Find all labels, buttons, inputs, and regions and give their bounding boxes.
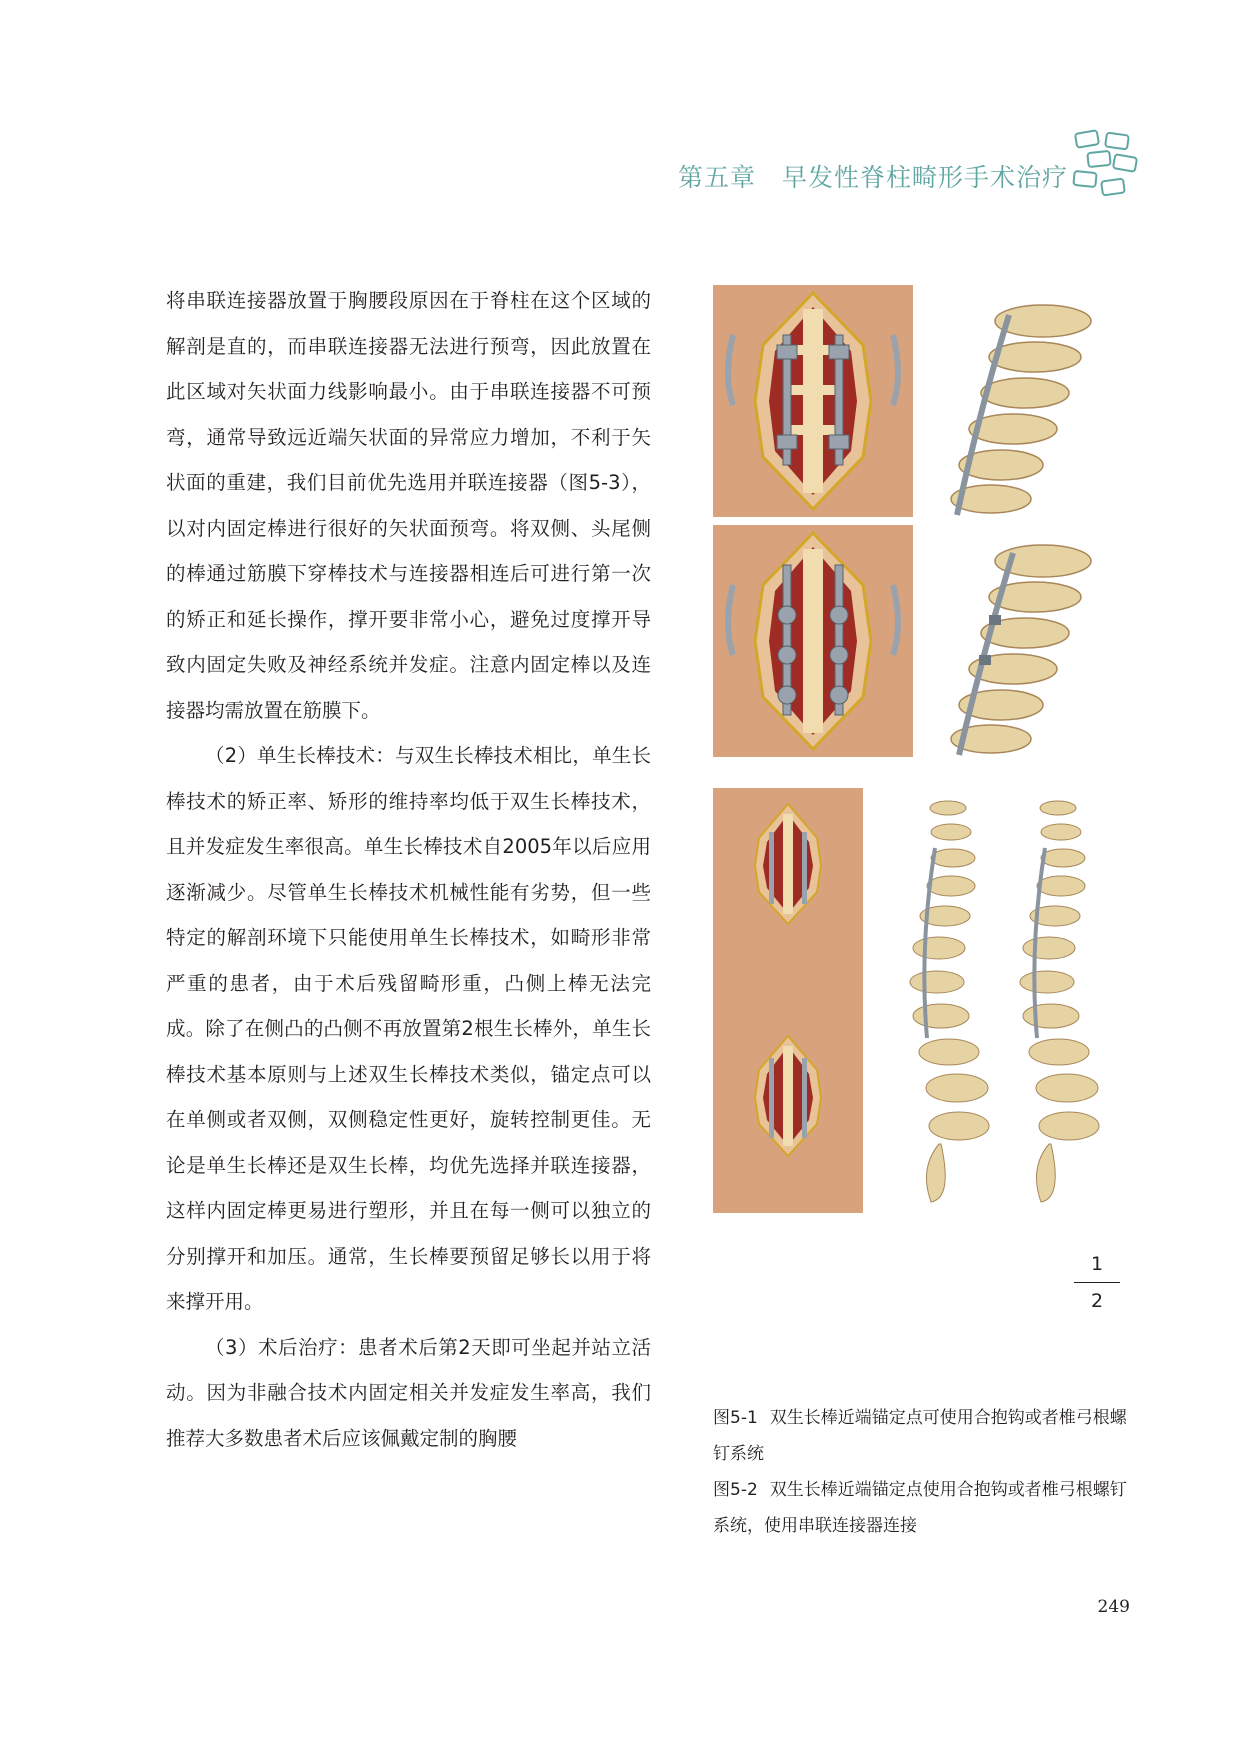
caption xyxy=(713,1472,1133,1544)
figure-panel-marker xyxy=(1074,1250,1120,1315)
page-number: 249 xyxy=(1097,1597,1130,1617)
figure-5-1-illustration xyxy=(713,285,1113,517)
panel-numerator: 1 xyxy=(1090,1253,1104,1275)
spine-column-illustration xyxy=(713,788,1123,1213)
paragraph: 将串联连接器放置于胸腰段原因在于脊柱在这个区域的解剖是直的，而串联连接器无法进行预弯，因此放置在此区域对矢状面力线影响最小。由于串联连接器不可预弯，通常导致远近端矢状面的异常应力增加，不利于矢状面的重建，我们目前优先选用并联连接器（图5-3），以对内固定棒进行很好的矢状面预弯。将双侧、头尾侧的棒通过筋膜下穿棒技术与连接器相连后可进行第一次的矫正和延长操作，撑开要非常小心，避免过度撑开导致内固定失败及神经系统并发症。注意内固定棒以及连接器均需放置在筋膜下。 xyxy=(166,289,651,722)
caption-text: 双生长棒近端锚定点可使用合抱钩或者椎弓根螺钉系统 xyxy=(713,1408,1127,1464)
chapter-title: 第五章 早发性脊柱畸形手术治疗 xyxy=(678,163,1069,192)
caption-text: 双生长棒近端锚定点使用合抱钩或者椎弓根螺钉系统，使用串联连接器连接 xyxy=(713,1480,1127,1536)
paragraph: （3）术后治疗：患者术后第2天即可坐起并站立活动。因为非融合技术内固定相关并发症发生率高，我们推荐大多数患者术后应该佩戴定制的胸腰 xyxy=(166,1335,651,1450)
body-text xyxy=(166,278,651,1461)
figure-captions xyxy=(713,1400,1133,1544)
figure-5-2-illustration xyxy=(713,525,1113,757)
fraction-bar xyxy=(1074,1282,1120,1283)
caption-label: 图5-1 xyxy=(713,1408,758,1428)
panel-denominator: 2 xyxy=(1090,1290,1104,1312)
caption-label: 图5-2 xyxy=(713,1480,758,1500)
paragraph: （2）单生长棒技术：与双生长棒技术相比，单生长棒技术的矫正率、矫形的维持率均低于双生长棒技术，且并发症发生率很高。单生长棒技术自2005年以后应用逐渐减少。尽管单生长棒技术机械性能有劣势，但一些特定的解剖环境下只能使用单生长棒技术，如畸形非常严重的患者，由于术后残留畸形重，凸侧上棒无法完成。除了在侧凸的凸侧不再放置第2根生长棒外，单生长棒技术基本原则与上述双生长棒技术类似，锚定点可以在单侧或者双侧，双侧稳定性更好，旋转控制更佳。无论是单生长棒还是双生长棒，均优先选择并联连接器，这样内固定棒更易进行塑形，并且在每一侧可以独立的分别撑开和加压。通常，生长棒要预留足够长以用于将来撑开用。 xyxy=(166,744,651,1313)
vertebrae-logo-icon xyxy=(1068,128,1148,208)
caption xyxy=(713,1400,1133,1472)
